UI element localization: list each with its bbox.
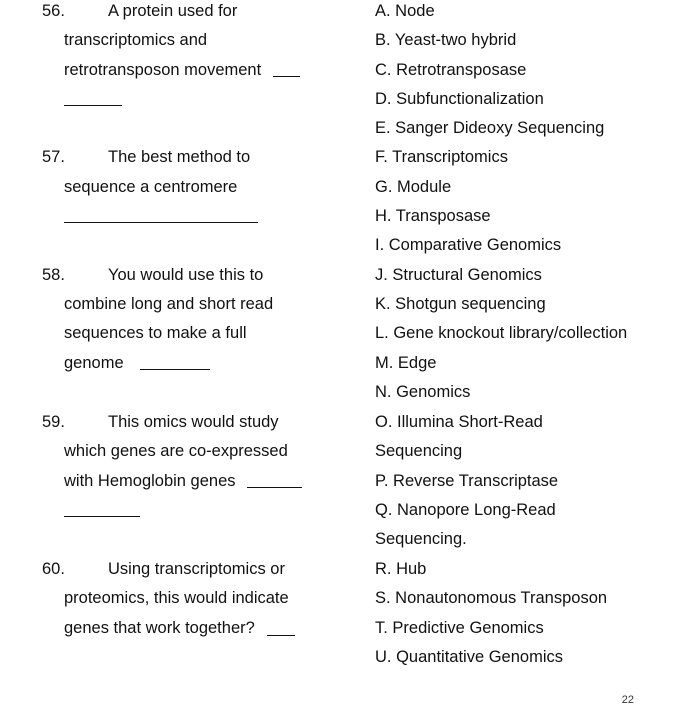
question-text: A protein used for bbox=[108, 2, 238, 20]
question-number: 60. bbox=[42, 560, 65, 578]
option-c: C. Retrotransposase bbox=[375, 61, 527, 79]
question-text: sequence a centromere bbox=[64, 178, 238, 196]
question-text: You would use this to bbox=[108, 266, 264, 284]
option-n: N. Genomics bbox=[375, 383, 471, 401]
question-text: combine long and short read bbox=[64, 295, 274, 313]
page-number: 22 bbox=[621, 694, 634, 706]
question-text: The best method to bbox=[108, 148, 251, 166]
option-l: L. Gene knockout library/collection bbox=[375, 324, 628, 342]
option-m: M. Edge bbox=[375, 354, 437, 372]
option-q: Q. Nanopore Long-Read bbox=[375, 501, 556, 519]
answer-blank[interactable] bbox=[267, 621, 295, 636]
question-text: This omics would study bbox=[108, 413, 279, 431]
answer-blank[interactable] bbox=[64, 91, 122, 106]
question-text: proteomics, this would indicate bbox=[64, 589, 289, 607]
answer-blank[interactable] bbox=[140, 355, 210, 370]
option-r: R. Hub bbox=[375, 560, 427, 578]
option-b: B. Yeast-two hybrid bbox=[375, 31, 517, 49]
option-t: T. Predictive Genomics bbox=[375, 619, 544, 637]
answer-blank[interactable] bbox=[247, 473, 302, 488]
option-k: K. Shotgun sequencing bbox=[375, 295, 546, 313]
option-o: O. Illumina Short-Read bbox=[375, 413, 543, 431]
question-text: sequences to make a full bbox=[64, 324, 247, 342]
question-text: genome bbox=[64, 354, 124, 372]
question-number: 56. bbox=[42, 2, 65, 20]
option-a: A. Node bbox=[375, 2, 435, 20]
option-h: H. Transposase bbox=[375, 207, 491, 225]
question-text: Using transcriptomics or bbox=[108, 560, 285, 578]
option-g: G. Module bbox=[375, 178, 452, 196]
option-p: P. Reverse Transcriptase bbox=[375, 472, 559, 490]
question-number: 59. bbox=[42, 413, 65, 431]
option-d: D. Subfunctionalization bbox=[375, 90, 544, 108]
answer-blank[interactable] bbox=[64, 208, 258, 223]
option-f: F. Transcriptomics bbox=[375, 148, 508, 166]
option-i: I. Comparative Genomics bbox=[375, 236, 562, 254]
option-s: S. Nonautonomous Transposon bbox=[375, 589, 608, 607]
answer-blank[interactable] bbox=[64, 502, 140, 517]
option-j: J. Structural Genomics bbox=[375, 266, 542, 284]
question-number: 58. bbox=[42, 266, 65, 284]
option-o-continued: Sequencing bbox=[375, 442, 463, 460]
option-u: U. Quantitative Genomics bbox=[375, 648, 563, 666]
option-q-continued: Sequencing. bbox=[375, 530, 467, 548]
question-number: 57. bbox=[42, 148, 65, 166]
option-e: E. Sanger Dideoxy Sequencing bbox=[375, 119, 605, 137]
question-text: which genes are co-expressed bbox=[64, 442, 288, 460]
question-text: with Hemoglobin genes bbox=[64, 472, 236, 490]
question-text: retrotransposon movement bbox=[64, 61, 262, 79]
question-text: transcriptomics and bbox=[64, 31, 208, 49]
answer-blank[interactable] bbox=[273, 62, 300, 77]
question-text: genes that work together? bbox=[64, 619, 255, 637]
